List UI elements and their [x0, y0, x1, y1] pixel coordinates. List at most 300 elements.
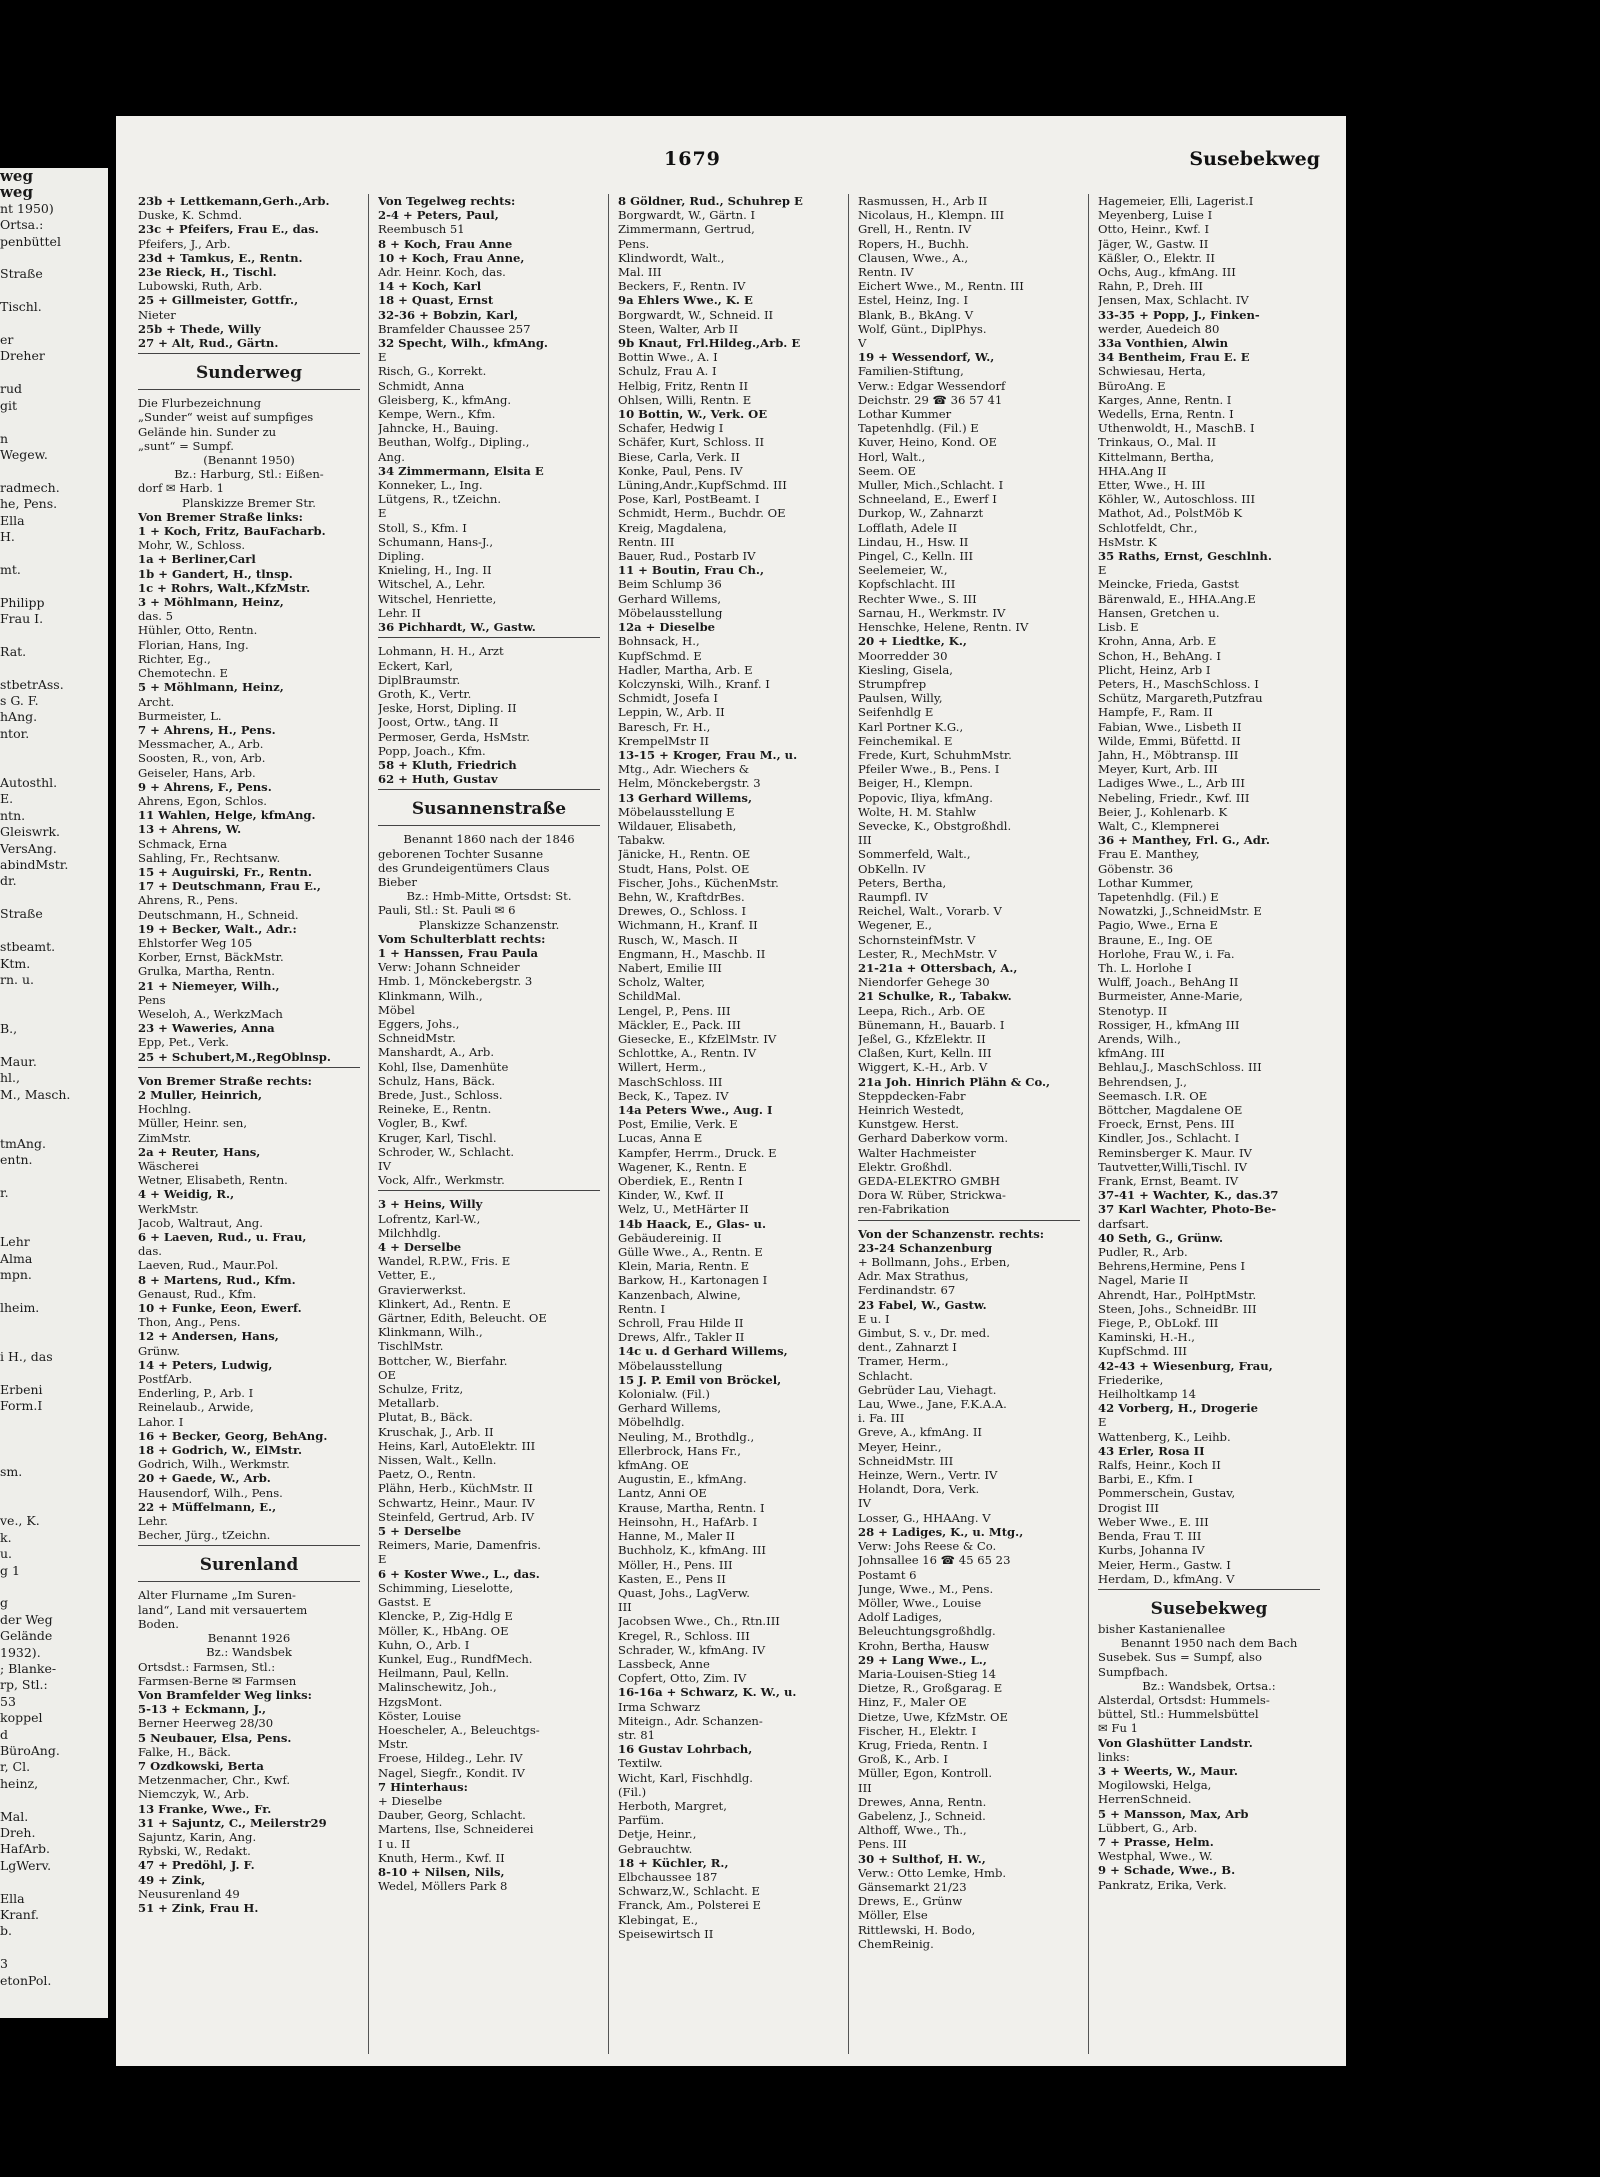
directory-entry: Wegener, E., [858, 918, 932, 933]
directory-entry: Kruschak, J., Arb. II [378, 1424, 494, 1439]
directory-entry: Metallarb. [378, 1396, 440, 1411]
directory-entry: Karges, Anne, Rentn. I [1098, 392, 1232, 407]
directory-entry: Ropers, H., Buchh. [858, 236, 970, 251]
directory-entry: Lofrentz, Karl-W., [378, 1211, 481, 1226]
directory-entry: Schmidt, Anna [378, 378, 465, 393]
directory-entry: 43 Erler, Rosa II [1098, 1443, 1205, 1458]
directory-entry: 10 + Koch, Frau Anne, [378, 250, 525, 265]
directory-entry: 2-4 + Peters, Paul, [378, 208, 499, 223]
directory-entry: Lubowski, Ruth, Arb. [138, 279, 263, 294]
directory-entry: 5 + Mansson, Max, Arb [1098, 1806, 1249, 1821]
directory-entry: Hmb. 1, Mönckebergstr. 3 [378, 974, 533, 989]
directory-entry: Pose, Karl, PostBeamt. I [618, 492, 760, 507]
directory-entry: 8 Göldner, Rud., Schuhrep E [618, 194, 803, 208]
directory-entry: Witschel, A., Lehr. [378, 577, 486, 592]
directory-entry: Seelemeier, W., [858, 563, 948, 578]
directory-entry: 9a Ehlers Wwe., K. E [618, 293, 753, 308]
directory-entry: Froese, Hildeg., Lehr. IV [378, 1751, 523, 1766]
directory-entry: Müller, Egon, Kontroll. [858, 1766, 993, 1781]
column-divider [848, 194, 849, 2054]
directory-entry: Von Bramfelder Weg links: [138, 1687, 312, 1702]
directory-entry: i. Fa. III [858, 1411, 905, 1426]
directory-entry: Hinz, F., Maler OE [858, 1695, 967, 1710]
fragment-line [0, 1284, 108, 1300]
directory-entry: Strumpfrep [858, 676, 927, 691]
directory-entry: Ellerbrock, Hans Fr., [618, 1443, 741, 1458]
directory-entry: Grell, H., Rentn. IV [858, 222, 972, 237]
directory-entry: Neuling, M., Brothdlg., [618, 1429, 755, 1444]
directory-entry: Alsterdal, Ortsdst: Hummels- [1098, 1692, 1270, 1707]
directory-entry: Dietze, Uwe, KfzMstr. OE [858, 1709, 1008, 1724]
directory-entry: Möbel [378, 1002, 415, 1017]
fragment-line: Ortsa.: [0, 217, 44, 233]
fragment-line: tmAng. [0, 1135, 46, 1151]
directory-entry: 12a + Dieselbe [618, 620, 716, 635]
directory-entry: Ahrendt, Har., PolHptMstr. [1098, 1287, 1257, 1302]
directory-entry: Kolonialw. (Fil.) [618, 1387, 710, 1402]
directory-entry: Mohr, W., Schloss. [138, 538, 246, 553]
fragment-line: stbeamt. [0, 939, 56, 955]
fragment-line: Erbeni [0, 1382, 43, 1398]
directory-entry: Hagemeier, Elli, Lagerist.I [1098, 194, 1254, 208]
fragment-line [0, 1103, 108, 1119]
directory-entry: 14c u. d Gerhard Willems, [618, 1344, 788, 1359]
directory-entry: Rusch, W., Masch. II [618, 932, 738, 947]
directory-entry: Joost, Ortw., tAng. II [378, 715, 499, 730]
directory-entry: Genaust, Rud., Kfm. [138, 1286, 257, 1301]
directory-entry: Parfüm. [618, 1813, 665, 1828]
directory-entry: Leepa, Rich., Arb. OE [858, 1003, 986, 1018]
directory-entry: Lahor. I [138, 1414, 184, 1429]
directory-entry: Baresch, Fr. H., [618, 719, 711, 734]
fragment-line: Kranf. [0, 1907, 39, 1923]
street-heading: Susebekweg [1150, 1598, 1268, 1619]
directory-entry: Nicolaus, H., Klempn. III [858, 208, 1005, 223]
directory-entry: Schmack, Erna [138, 836, 228, 851]
directory-entry: Jeske, Horst, Dipling. II [378, 701, 517, 716]
directory-entry: Messmacher, A., Arb. [138, 737, 264, 752]
directory-entry: Krug, Frieda, Rentn. I [858, 1737, 988, 1752]
directory-entry: Lofflath, Adele II [858, 520, 958, 535]
directory-entry: Möbelausstellung E [618, 804, 735, 819]
directory-entry: Wandel, R.P.W., Fris. E [378, 1254, 511, 1269]
fragment-line: Mal. [0, 1808, 29, 1824]
directory-entry: Blank, B., BkAng. V [858, 307, 974, 322]
directory-entry: 9b Knaut, Frl.Hildeg.,Arb. E [618, 336, 801, 351]
fragment-line: VersAng. [0, 840, 57, 856]
directory-entry: Wedells, Erna, Rentn. I [1098, 407, 1234, 422]
directory-entry: Wilde, Emmi, Büfettd. II [1098, 733, 1241, 748]
directory-entry: Tramer, Herm., [858, 1354, 949, 1369]
directory-entry: Soosten, R., von, Arb. [138, 751, 266, 766]
directory-entry: MaschSchloss. III [618, 1074, 723, 1089]
directory-entry: Bottcher, W., Bierfahr. [378, 1353, 508, 1368]
directory-entry: Jacobsen Wwe., Ch., Rtn.III [618, 1614, 780, 1629]
directory-entry: Malinschewitz, Joh., [378, 1680, 497, 1695]
directory-entry: 23e Rieck, H., Tischl. [138, 265, 277, 280]
directory-entry: IV [858, 1496, 871, 1511]
directory-entry: E u. I [858, 1311, 890, 1326]
directory-entry: Gerhard Willems, [618, 591, 722, 606]
fragment-line: nt 1950) [0, 200, 54, 216]
fragment-line [0, 1120, 108, 1136]
directory-entry: Von der Schanzenstr. rechts: [858, 1226, 1045, 1241]
fragment-line: s G. F. [0, 693, 39, 708]
directory-entry: Weber Wwe., E. III [1098, 1514, 1209, 1529]
fragment-line [0, 988, 108, 1004]
directory-entry: Beleuchtungsgroßhdlg. [858, 1624, 996, 1639]
directory-entry: Sommerfeld, Walt., [858, 847, 971, 862]
directory-entry: Wäscherei [138, 1159, 199, 1173]
directory-entry: Schon, H., BehAng. I [1098, 648, 1221, 663]
directory-entry: Schäfer, Kurt, Schloss. II [618, 435, 765, 450]
directory-entry: Familien-Stiftung, [858, 364, 964, 379]
directory-entry: Mathot, Ad., PolstMöb K [1098, 506, 1243, 521]
directory-entry: 13 + Ahrens, W. [138, 822, 242, 837]
fragment-line [0, 283, 108, 299]
fragment-line: Rat. [0, 643, 27, 659]
directory-entry: Wicht, Karl, Fischhdlg. [618, 1770, 753, 1785]
fragment-line: Dreher [0, 348, 45, 364]
page-number: 1679 [664, 148, 721, 170]
directory-entry: Pens [138, 992, 166, 1007]
directory-entry: Witschel, Henriette, [378, 591, 497, 606]
fragment-line [0, 627, 108, 643]
section-separator [138, 389, 360, 396]
directory-entry: KupfSchmd. III [1098, 1344, 1188, 1359]
directory-entry: Böttcher, Magdalene OE [1098, 1103, 1243, 1117]
directory-entry: 34 Zimmermann, Elsita E [378, 463, 544, 478]
directory-entry: 58 + Kluth, Friedrich [378, 757, 517, 772]
directory-entry: Von Glashütter Landstr. [1098, 1735, 1253, 1750]
fragment-line [0, 1038, 108, 1054]
directory-entry: 1 + Koch, Fritz, BauFacharb. [138, 524, 326, 539]
directory-entry: Eckert, Karl, [378, 658, 453, 673]
directory-entry: Benannt 1926 [207, 1631, 291, 1646]
fragment-line [0, 1874, 108, 1890]
directory-entry: 33a Vonthien, Alwin [1098, 336, 1229, 351]
directory-entry: Meyer, Heinr., [858, 1439, 942, 1454]
directory-entry: Bz.: Wandsbek, Ortsa.: [1142, 1678, 1276, 1693]
directory-entry: Clausen, Wwe., A., [858, 250, 969, 265]
directory-entry: Grünw. [138, 1343, 180, 1358]
directory-entry: Kruger, Karl, Tischl. [378, 1130, 497, 1145]
directory-entry: SchildMal. [618, 989, 681, 1004]
directory-entry: 32 Specht, Wilh., kfmAng. [378, 336, 548, 351]
fragment-line: Gelände [0, 1628, 53, 1644]
directory-entry: Lisb. E [1098, 620, 1139, 635]
directory-entry: Fischer, H., Elektr. I [858, 1723, 977, 1738]
directory-entry: Meincke, Frieda, Gastst [1098, 577, 1239, 592]
directory-entry: Kurbs, Johanna IV [1098, 1543, 1205, 1558]
directory-entry: 15 + Auguirski, Fr., Rentn. [138, 864, 312, 879]
directory-entry: Krohn, Anna, Arb. E [1098, 634, 1217, 649]
directory-entry: 37-41 + Wachter, K., das.37 [1098, 1188, 1279, 1203]
directory-entry: I u. II [378, 1836, 411, 1851]
fragment-line: Lehr [0, 1234, 30, 1250]
directory-entry: Reichel, Walt., Vorarb. V [858, 904, 1002, 919]
directory-entry: Moorredder 30 [858, 648, 948, 663]
directory-entry: Behlau,J., MaschSchloss. III [1098, 1060, 1262, 1075]
directory-entry: Drewes, O., Schloss. I [618, 904, 747, 919]
directory-entry: Quast, Johs., LagVerw. [618, 1585, 750, 1600]
directory-entry: Konke, Paul, Pens. IV [618, 463, 743, 478]
directory-entry: Durkop, W., Zahnarzt [858, 506, 984, 521]
fragment-line: sm. [0, 1464, 23, 1480]
directory-entry: Gelände hin. Sunder zu [138, 424, 277, 439]
directory-entry: Kasten, E., Pens II [618, 1571, 726, 1586]
directory-entry: Nissen, Walt., Kelln. [378, 1453, 497, 1468]
directory-entry: Drogist III [1098, 1500, 1159, 1515]
directory-entry: Maria-Louisen-Stieg 14 [858, 1666, 996, 1681]
directory-entry: Burmeister, Anne-Marie, [1098, 989, 1243, 1004]
directory-entry: Wulff, Joach., BehAng II [1098, 975, 1239, 990]
directory-entry: 34 Bentheim, Frau E. E [1098, 350, 1250, 365]
directory-entry: Schlacht. [858, 1368, 913, 1383]
directory-entry: Bauer, Rud., Postarb IV [618, 549, 756, 564]
directory-entry: 18 + Küchler, R., [618, 1855, 729, 1870]
directory-entry: Göbenstr. 36 [1098, 861, 1173, 876]
directory-entry: Frank, Ernst, Beamt. IV [1098, 1174, 1239, 1189]
directory-entry: 36 + Manthey, Frl. G., Adr. [1098, 833, 1270, 848]
fragment-line: ntor. [0, 725, 30, 741]
directory-entry: Ahrens, R., Pens. [138, 893, 239, 908]
directory-entry: Kindler, Jos., Schlacht. I [1098, 1131, 1240, 1146]
directory-entry: 14 + Koch, Karl [378, 279, 482, 294]
directory-entry: Kiesling, Gisela, [858, 662, 953, 677]
directory-entry: Bünemann, H., Bauarb. I [858, 1017, 1005, 1032]
column-5 [1098, 194, 1320, 2054]
directory-entry: das. [138, 1244, 162, 1259]
fragment-line [0, 463, 108, 479]
directory-entry: 9 + Schade, Wwe., B. [1098, 1863, 1236, 1878]
directory-entry: Schimming, Lieselotte, [378, 1580, 514, 1595]
directory-entry: 47 + Predöhl, J. F. [138, 1858, 255, 1873]
directory-entry: Plutat, B., Bäck. [378, 1410, 473, 1425]
directory-entry: OE [378, 1367, 396, 1382]
directory-entry: Chemotechn. E [138, 666, 228, 681]
directory-entry: Lehr. II [378, 605, 421, 620]
directory-entry: 22 + Müffelmann, E., [138, 1499, 277, 1514]
directory-entry: 1a + Berliner,Carl [138, 552, 256, 567]
directory-entry: Hochlng. [138, 1102, 192, 1117]
directory-entry: Jahn, H., Möbtransp. III [1098, 747, 1239, 762]
directory-entry: Claßen, Kurt, Kelln. III [858, 1046, 992, 1061]
directory-entry: ObKelln. IV [858, 861, 926, 876]
directory-entry: 14a Peters Wwe., Aug. I [618, 1103, 773, 1117]
directory-entry: Estel, Heinz, Ing. I [858, 293, 969, 308]
directory-entry: Sajuntz, Karin, Ang. [138, 1829, 257, 1844]
directory-entry: DiplBraumstr. [378, 672, 461, 687]
directory-entry: Horl, Walt., [858, 449, 926, 464]
directory-entry: Steen, Johs., SchneidBr. III [1098, 1301, 1257, 1316]
directory-entry: Nabert, Emilie III [618, 960, 722, 975]
directory-entry: Jäger, W., Gastw. II [1098, 236, 1209, 251]
directory-entry: Leppin, W., Arb. II [618, 705, 725, 720]
directory-entry: Barbi, E., Kfm. I [1098, 1472, 1193, 1487]
directory-entry: 18 + Quast, Ernst [378, 293, 494, 308]
directory-entry: Pauli, Stl.: St. Pauli ✉ 6 [378, 903, 516, 918]
fragment-line: stbetrAss. [0, 676, 64, 692]
directory-entry: Falke, H., Bäck. [138, 1744, 231, 1759]
directory-entry: Pens. [618, 236, 650, 251]
directory-entry: Junge, Wwe., M., Pens. [858, 1581, 994, 1596]
directory-entry: Jeßel, G., KfzElektr. II [858, 1031, 986, 1046]
directory-entry: Lassbeck, Anne [618, 1656, 710, 1671]
fragment-line: koppel [0, 1710, 43, 1726]
fragment-line [0, 923, 108, 939]
directory-entry: Burmeister, L. [138, 708, 222, 723]
column-divider [1088, 194, 1089, 2054]
directory-entry: Beckers, F., Rentn. IV [618, 279, 746, 294]
directory-entry: Lantz, Anni OE [618, 1486, 707, 1501]
directory-entry: + Dieselbe [378, 1793, 443, 1808]
directory-entry: WerkMstr. [138, 1201, 199, 1216]
directory-entry: 6 + Laeven, Rud., u. Frau, [138, 1230, 307, 1245]
directory-entry: 6 + Koster Wwe., L., das. [378, 1566, 540, 1581]
directory-entry: 7 + Prasse, Helm. [1098, 1834, 1214, 1849]
directory-entry: Mstr. [378, 1737, 409, 1752]
directory-entry: Schrader, W., kfmAng. IV [618, 1642, 766, 1657]
directory-entry: Plähn, Herb., KüchMstr. II [378, 1481, 533, 1496]
directory-entry: Greve, A., kfmAng. II [858, 1425, 982, 1440]
section-separator [138, 1067, 360, 1074]
directory-entry: 16-16a + Schwarz, K. W., u. [618, 1685, 797, 1700]
fragment-line [0, 1316, 108, 1332]
fragment-line: 1932). [0, 1644, 41, 1660]
directory-entry: Stenotyp. II [1098, 1003, 1168, 1018]
directory-entry: Pfeiler Wwe., B., Pens. I [858, 762, 1000, 777]
directory-entry: Lüning,Andr.,KupfSchmd. III [618, 478, 787, 493]
directory-entry: Hadler, Martha, Arb. E [618, 662, 753, 677]
directory-entry: Oberdiek, E., Rentn I [618, 1174, 743, 1189]
directory-entry: 19 + Wessendorf, W., [858, 350, 995, 365]
directory-entry: kfmAng. OE [618, 1458, 689, 1473]
directory-entry: Engmann, H., Maschb. II [618, 946, 766, 961]
directory-entry: 23 Fabel, W., Gastw. [858, 1297, 987, 1312]
directory-entry: Augustin, E., kfmAng. [618, 1472, 747, 1487]
directory-entry: Nieter [138, 307, 176, 322]
directory-entry: Lester, R., MechMstr. V [858, 946, 997, 961]
directory-entry: Beim Schlump 36 [618, 577, 722, 592]
directory-entry: Jacob, Waltraut, Ang. [138, 1215, 263, 1230]
directory-entry: Möller, H., Pens. III [618, 1557, 733, 1572]
fragment-line [0, 250, 108, 266]
directory-entry: Kittelmann, Bertha, [1098, 449, 1215, 464]
fragment-line [0, 1366, 108, 1382]
directory-entry: Bramfelder Chaussee 257 [378, 321, 531, 336]
directory-entry: Ladiges Wwe., L., Arb III [1098, 776, 1245, 791]
directory-entry: ZimMstr. [138, 1130, 192, 1145]
directory-entry: Gärtner, Edith, Beleucht. OE [378, 1311, 547, 1326]
fragment-line: Straße [0, 266, 43, 282]
fragment-line [0, 1579, 108, 1595]
directory-entry: Pankratz, Erika, Verk. [1098, 1877, 1227, 1892]
directory-entry: 16 Gustav Lohrbach, [618, 1742, 753, 1757]
fragment-line: B., [0, 1021, 18, 1037]
directory-entry: Adr. Heinr. Koch, das. [378, 265, 506, 280]
directory-entry: Kuver, Heino, Kond. OE [858, 435, 997, 450]
directory-entry: Groß, K., Arb. I [858, 1752, 948, 1767]
directory-entry: Verw: Johann Schneider [378, 960, 520, 975]
directory-entry: land“, Land mit versauertem [138, 1602, 308, 1617]
fragment-line: Ella [0, 1890, 25, 1906]
directory-entry: 1b + Gandert, H., tlnsp. [138, 566, 293, 581]
directory-entry: Eichert Wwe., M., Rentn. III [858, 279, 1024, 294]
directory-entry: Heinrich Westedt, [858, 1103, 965, 1117]
directory-entry: Beck, K., Tapez. IV [618, 1088, 729, 1103]
directory-entry: Möbelhdlg. [618, 1415, 685, 1430]
directory-entry: Ralfs, Heinr., Koch II [1098, 1458, 1221, 1473]
directory-entry: links: [1098, 1749, 1130, 1764]
directory-entry: 11 + Boutin, Frau Ch., [618, 563, 764, 578]
directory-entry: Seem. OE [858, 463, 916, 478]
directory-entry: Gülle Wwe., A., Rentn. E [618, 1245, 763, 1260]
fragment-line: lheim. [0, 1300, 40, 1316]
directory-entry: 1c + Rohrs, Walt.,KfzMstr. [138, 580, 311, 595]
directory-entry: Von Bremer Straße rechts: [138, 1073, 312, 1088]
directory-entry: Deichstr. 29 ☎ 36 57 41 [858, 392, 1003, 407]
directory-entry: Reembusch 51 [378, 222, 465, 237]
directory-entry: 5 + Möhlmann, Heinz, [138, 680, 284, 695]
fragment-line: Gleiswrk. [0, 824, 61, 840]
directory-entry: Wedel, Möllers Park 8 [378, 1879, 508, 1894]
directory-entry: Konneker, L., Ing. [378, 478, 483, 493]
directory-entry: Gerhard Willems, [618, 1401, 722, 1416]
directory-entry: Rybski, W., Redakt. [138, 1844, 251, 1859]
directory-entry: Dipling. [378, 549, 425, 564]
directory-entry: Weseloh, A., WerkzMach [138, 1006, 283, 1021]
directory-entry: Uthenwoldt, H., MaschB. I [1098, 421, 1255, 436]
directory-entry: Wolf, Günt., DiplPhys. [858, 321, 987, 336]
directory-entry: Plicht, Heinz, Arb I [1098, 662, 1211, 677]
directory-entry: Walter Hachmeister [858, 1145, 976, 1160]
directory-entry: Gravierwerkst. [378, 1282, 467, 1297]
directory-entry: dorf ✉ Harb. 1 [138, 481, 225, 496]
directory-entry: 3 + Heins, Willy [378, 1197, 483, 1212]
directory-entry: KupfSchmd. E [618, 648, 702, 663]
directory-entry: Pommerschein, Gustav, [1098, 1486, 1236, 1501]
directory-entry: Rentn. I [618, 1301, 666, 1316]
column-3 [618, 194, 840, 2054]
column-4 [858, 194, 1080, 2054]
directory-entry: Kohl, Ilse, Damenhüte [378, 1059, 509, 1074]
directory-entry: des Grundeigentümers Claus [378, 860, 550, 875]
directory-entry: Schumann, Hans-J., [378, 534, 494, 549]
directory-entry: HsMstr. K [1098, 534, 1157, 549]
fragment-line: d [0, 1726, 9, 1742]
directory-entry: 17 + Deutschmann, Frau E., [138, 879, 321, 894]
directory-entry: ✉ Fu 1 [1098, 1721, 1138, 1736]
fragment-line: E. [0, 791, 14, 807]
directory-entry: Trinkaus, O., Mal. II [1098, 435, 1217, 450]
fragment-line [0, 414, 108, 430]
fragment-line: hl., [0, 1070, 20, 1086]
directory-entry: Scholz, Walter, [618, 975, 706, 990]
directory-entry: Lohmann, H. H., Arzt [378, 644, 504, 659]
directory-entry: 10 + Funke, Eeon, Ewerf. [138, 1301, 302, 1316]
directory-entry: 35 Raths, Ernst, Geschlnh. [1098, 549, 1272, 564]
directory-entry: Martens, Ilse, Schneiderei [378, 1822, 534, 1837]
directory-entry: Bz.: Wandsbek [206, 1645, 292, 1660]
directory-page [116, 116, 1346, 2066]
directory-entry: Bz.: Hmb-Mitte, Ortsdst: St. [406, 889, 572, 904]
directory-entry: Permoser, Gerda, HsMstr. [378, 729, 530, 744]
directory-entry: Nowatzki, J.,SchneidMstr. E [1098, 904, 1262, 919]
street-heading: Sunderweg [196, 363, 302, 384]
directory-entry: Schütz, Margareth,Putzfrau [1098, 691, 1263, 706]
directory-entry: werder, Auedeich 80 [1098, 321, 1220, 336]
